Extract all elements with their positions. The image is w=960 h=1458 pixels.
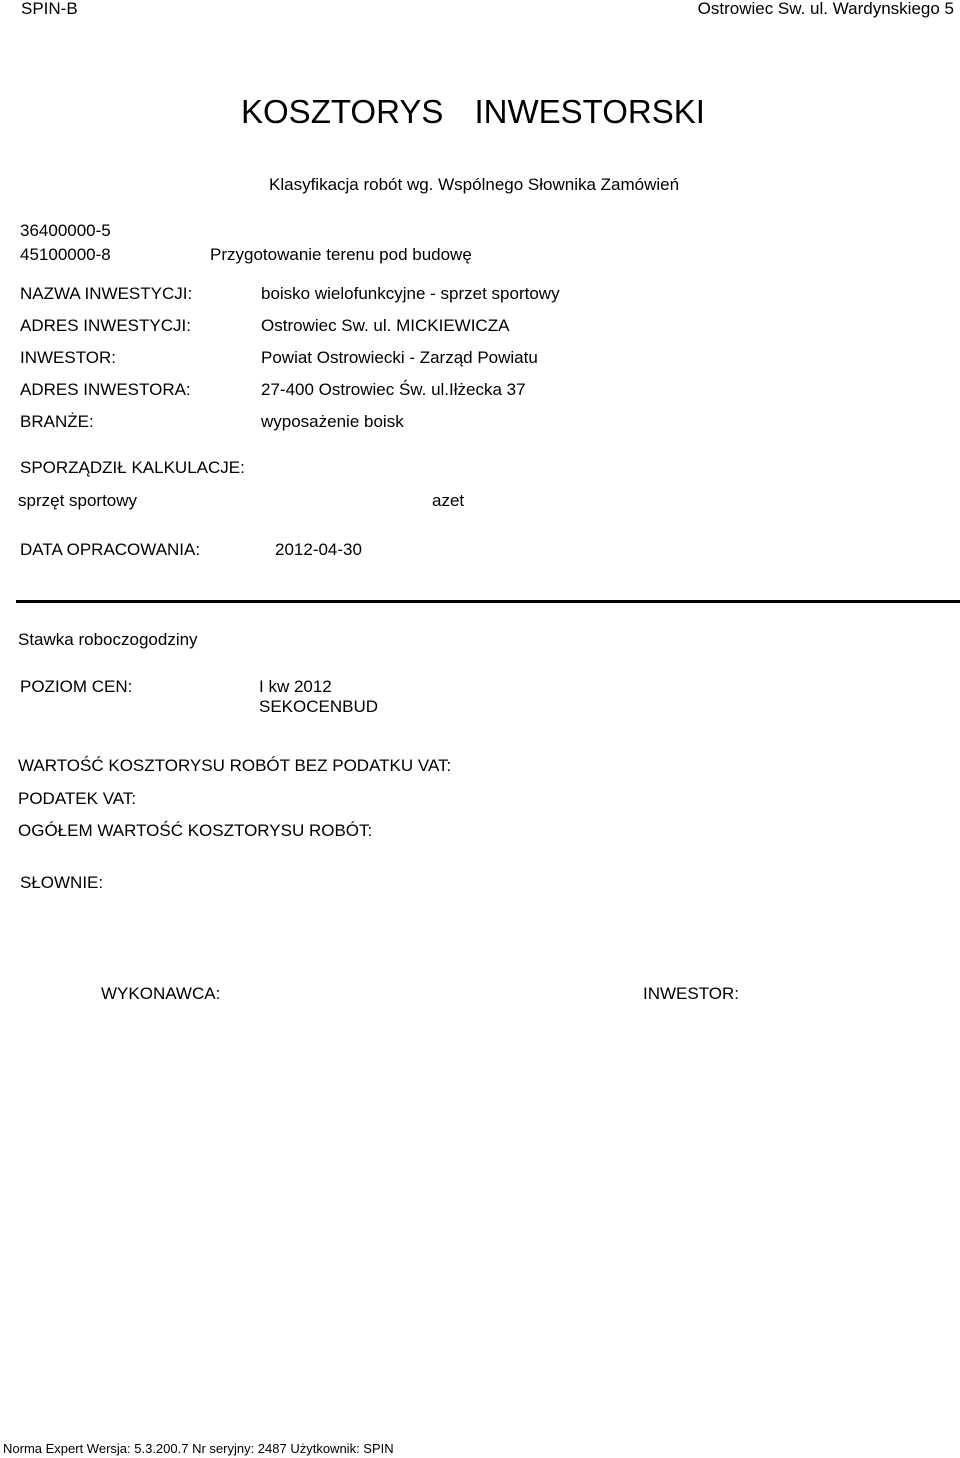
company-name: SPIN-B: [21, 0, 78, 18]
vat-label: PODATEK VAT:: [18, 789, 137, 808]
investment-name-label: NAZWA INWESTYCJI:: [20, 284, 193, 303]
software-footer: Norma Expert Wersja: 5.3.200.7 Nr seryjny: 2487 Użytkownik: SPIN: [3, 1441, 394, 1456]
date-value: 2012-04-30: [275, 540, 362, 559]
contractor-signature-label: WYKONAWCA:: [101, 984, 221, 1003]
investor-address-label: ADRES INWESTORA:: [20, 380, 191, 399]
in-words-label: SŁOWNIE:: [20, 873, 104, 892]
prepared-by-item: sprzęt sportowy: [18, 491, 138, 510]
net-value-label: WARTOŚĆ KOSZTORYSU ROBÓT BEZ PODATKU VAT:: [18, 756, 452, 775]
section-divider: [16, 600, 960, 603]
prepared-by-name: azet: [432, 491, 465, 510]
price-level-period: I kw 2012: [259, 677, 332, 696]
date-label: DATA OPRACOWANIA:: [20, 540, 201, 559]
investment-address-label: ADRES INWESTYCJI:: [20, 316, 191, 335]
cpv-code-1: 36400000-5: [20, 221, 111, 240]
total-value-label: OGÓŁEM WARTOŚĆ KOSZTORYSU ROBÓT:: [18, 821, 373, 840]
investor-label: INWESTOR:: [20, 348, 117, 367]
prepared-by-label: SPORZĄDZIŁ KALKULACJE:: [20, 458, 245, 477]
investor-signature-label: INWESTOR:: [643, 984, 740, 1003]
classification-heading: Klasyfikacja robót wg. Wspólnego Słownika Zamówień: [269, 175, 680, 194]
price-level-source: SEKOCENBUD: [259, 697, 379, 716]
branches-label: BRANŻE:: [20, 412, 94, 431]
investor-value: Powiat Ostrowiecki - Zarząd Powiatu: [261, 348, 538, 367]
investment-address-value: Ostrowiec Sw. ul. MICKIEWICZA: [261, 316, 510, 335]
hourly-rate-label: Stawka roboczogodziny: [18, 630, 198, 649]
document-title: KOSZTORYS INWESTORSKI: [241, 93, 705, 130]
cpv-code-2-description: Przygotowanie terenu pod budowę: [210, 245, 472, 264]
investor-address-value: 27-400 Ostrowiec Św. ul.Iłżecka 37: [261, 380, 526, 399]
investment-name-value: boisko wielofunkcyjne - sprzet sportowy: [261, 284, 560, 303]
branches-value: wyposażenie boisk: [261, 412, 404, 431]
company-address: Ostrowiec Sw. ul. Wardynskiego 5: [697, 0, 954, 18]
price-level-label: POZIOM CEN:: [20, 677, 133, 696]
cpv-code-2: 45100000-8: [20, 245, 111, 264]
